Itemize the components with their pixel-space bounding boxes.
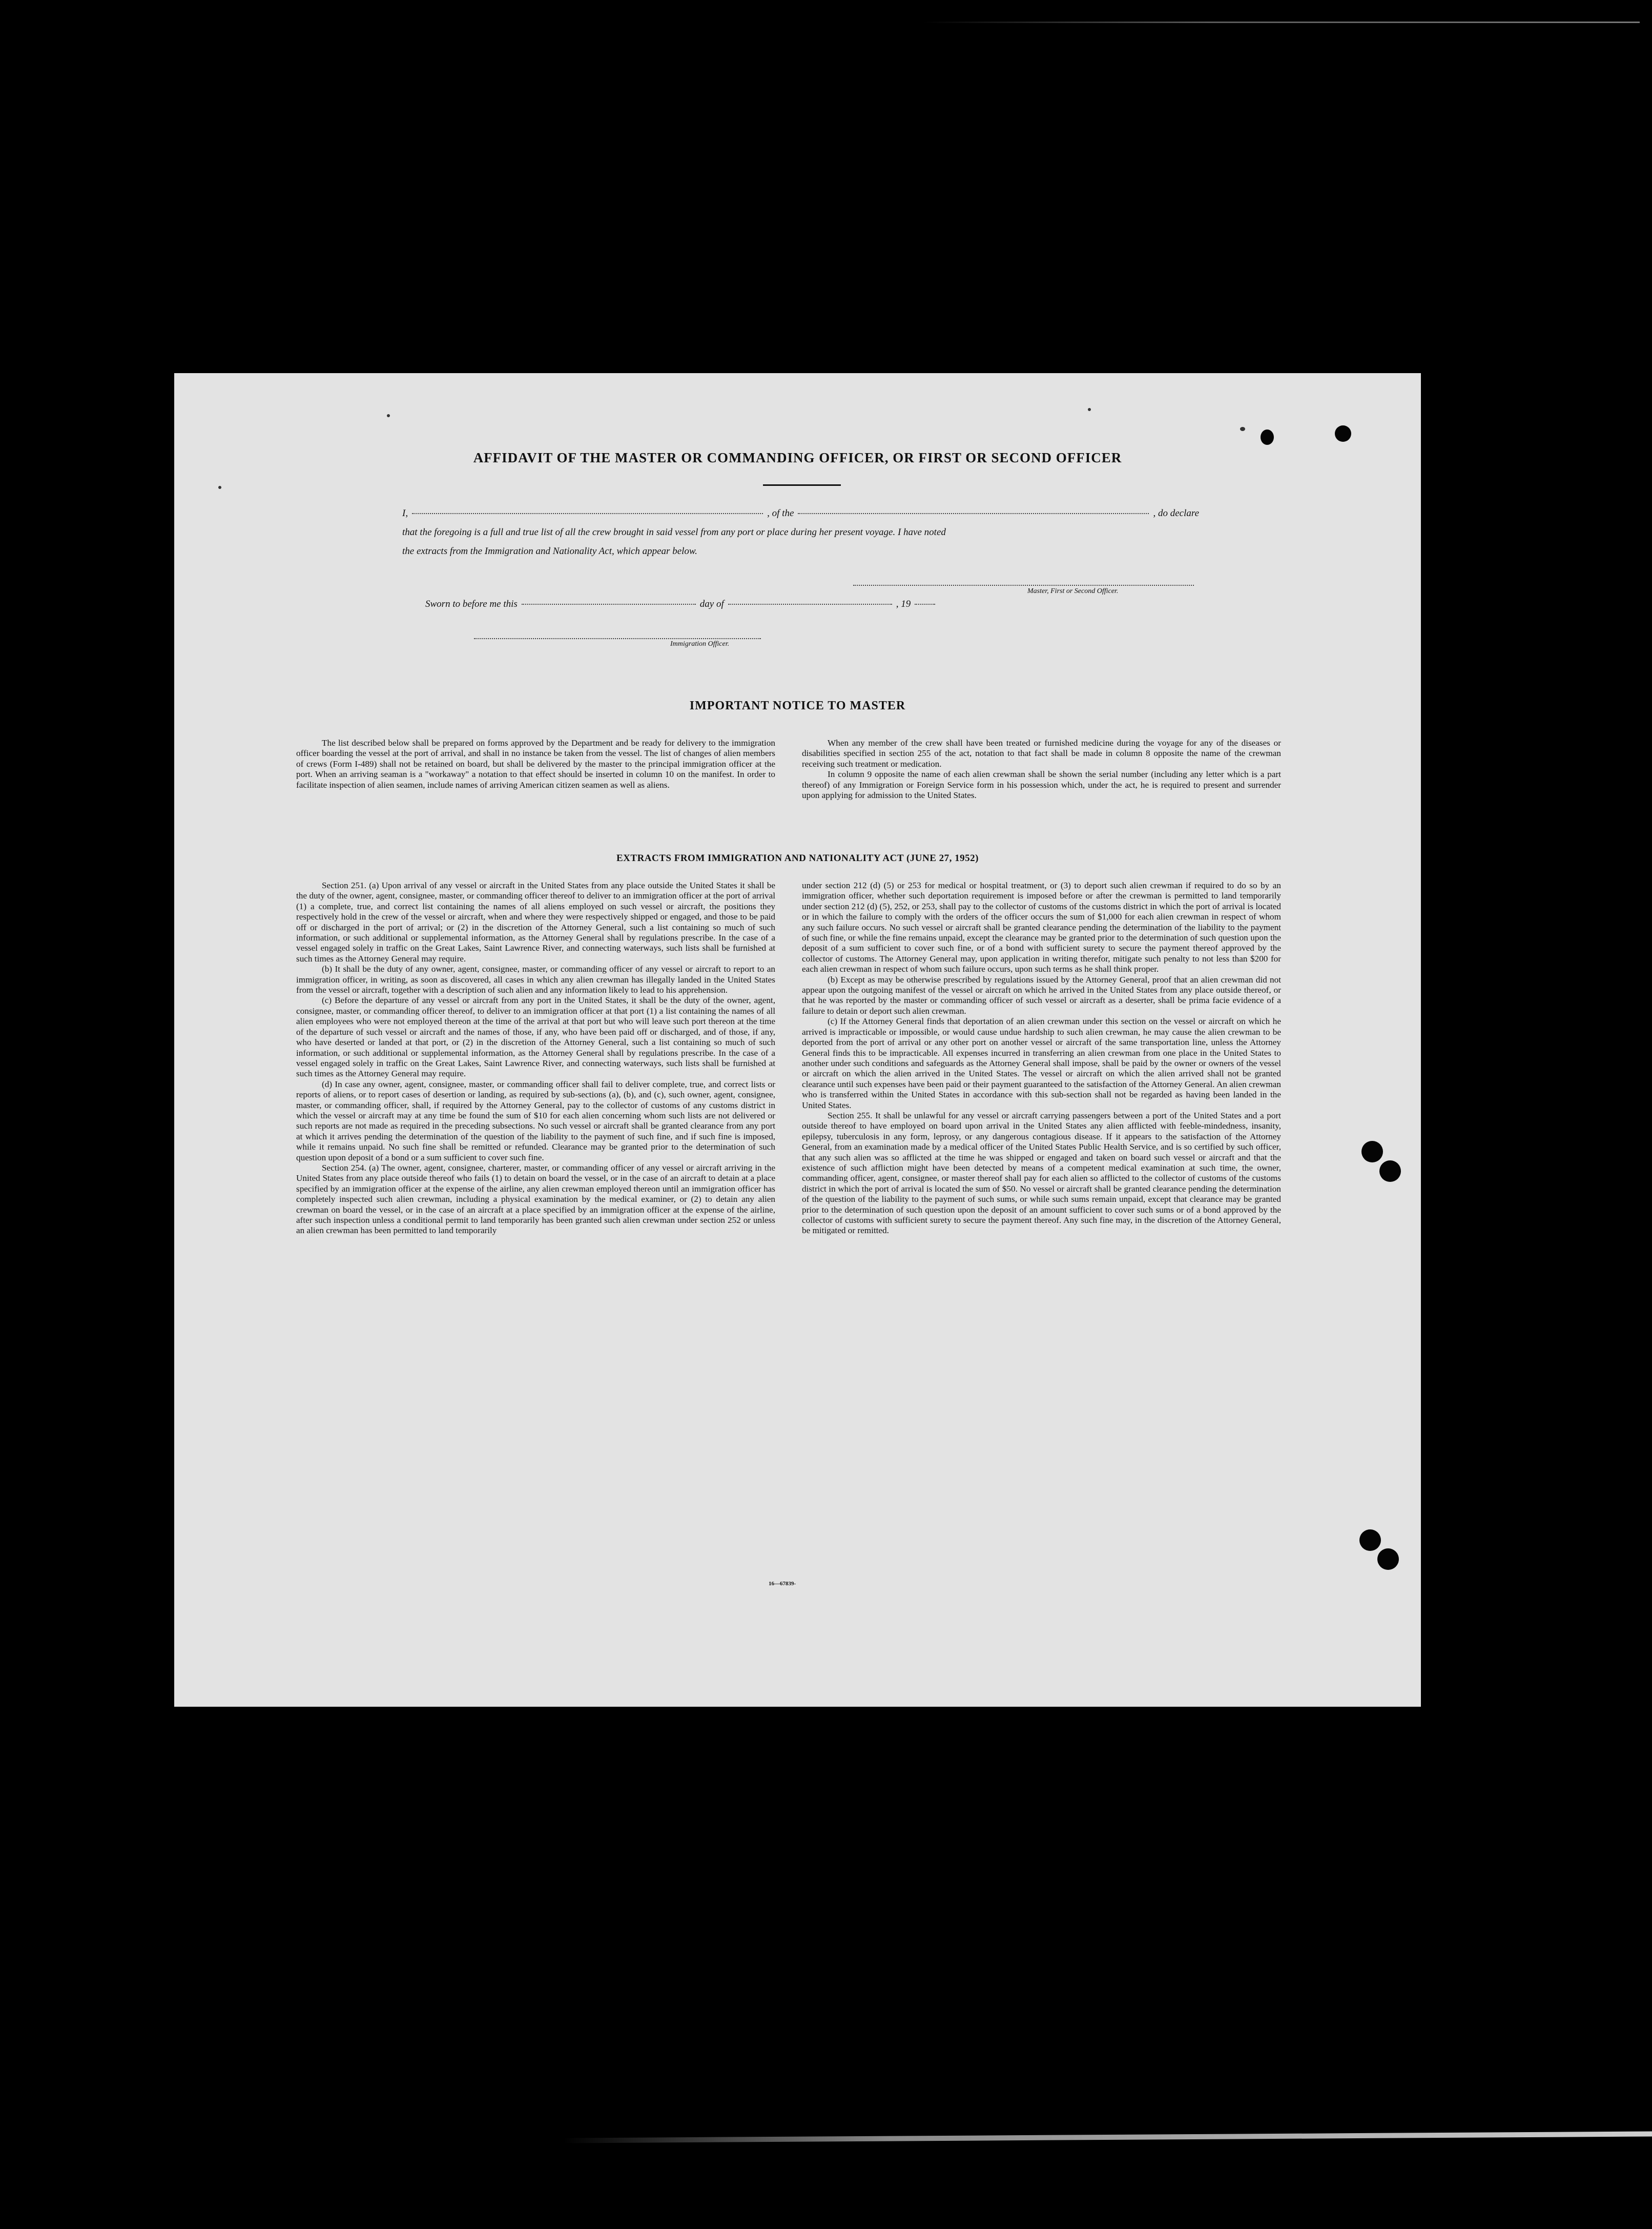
officer-signature-line[interactable] (474, 638, 761, 639)
notice-paragraph: The list described below shall be prepared on forms approved by the Department and be ready for delivery to the immigration officer boarding the vessel at the port of arrival, and shall in no instance be taken from the vessel. The list of changes of alien members of crews (Form I-489) shall not be retained on board, but shall be delivered by the master to the principal immigration officer at the port. When an arriving seaman is a "workaway" a notation to that effect should be inserted in column 10 on the manifest. In order to facilitate inspection of alien seamen, include names of arriving American citizen seamen as well as aliens. (296, 738, 775, 790)
extracts-right-column (802, 881, 1281, 1236)
scan-edge-bottom (564, 2132, 1652, 2143)
notice-heading: IMPORTANT NOTICE TO MASTER (689, 699, 906, 712)
extracts-left-column (296, 881, 775, 1236)
act-paragraph: under section 212 (d) (5) or 253 for medical or hospital treatment, or (3) to deport such alien crewman if required to do so by an immigration officer, whether such deportation requirement is imposed before or after the crewman is permitted to land temporarily under section 212 (d) (5), 252, or 253, shall pay to the collector of customs of the customs district in which the port of arrival is located or in which the failure to comply with the orders of the officer occurs the sum of $1,000 for each alien crewman in respect of whom any such failure occurs. No such vessel or aircraft shall be granted clearance pending the determination of the liability to the payment of such fine, or while the fine remains unpaid, except the clearance may be granted prior to the determination of such question upon the deposit of a sum sufficient to cover such fine, or of a bond with sufficient surety to secure the payment thereof approved by the collector of customs. The Attorney General may, upon application in writing therefor, mitigate such penalty to not less than $200 for each alien crewman in respect of whom such failure occurs, upon such terms as he shall think proper. (802, 881, 1281, 974)
act-paragraph: Section 255. It shall be unlawful for any vessel or aircraft carrying passengers between a port of the United States and a port outside thereof to have employed on board upon arrival in the United States any alien afflicted with feeble-mindedness, insanity, epilepsy, tuberculosis in any form, leprosy, or any dangerous contagious disease. If it appears to the satisfaction of the Attorney General, from an examination made by a medical officer of the United States Public Health Service, and is so certified by such officer, that any such alien was so afflicted at the time he was shipped or engaged and taken on board such vessel or aircraft and that the existence of such affliction might have been detected by means of a competent medical examination at such time, the owner, commanding officer, agent, consignee, or master thereof shall pay for each alien so afflicted to the collector of customs of the customs district in which the port of arrival is located the sum of $50. No vessel or aircraft shall be granted clearance pending the determination of the question of the liability to the payment of such sums, or while such sums remain unpaid, except that clearance may be granted prior to the determination of such question upon the deposit of an amount sufficient to cover such sums or of a bond approved by the collector of customs with sufficient surety to secure the payment thereof. Any such fine may, in the discretion of the Attorney General, be mitigated or remitted. (802, 1110, 1281, 1236)
sworn-year-blank[interactable] (915, 604, 935, 605)
act-paragraph: Section 251. (a) Upon arrival of any vessel or aircraft in the United States from any place outside the United States it shall be the duty of the owner, agent, consignee, master, or commanding officer thereof to deliver to an immigration officer at the port of arrival (1) a complete, true, and correct list containing the names of all aliens employed on such vessel or aircraft, the positions they respectively hold in the crew of the vessel or aircraft, when and where they were respectively shipped or engaged, and those to be paid off or discharged in the port of arrival; or (2) in the discretion of the Attorney General, such a list containing so much of such information, or such additional or supplemental information, as the Attorney General shall by regulations prescribe. In the case of a vessel engaged solely in traffic on the Great Lakes, Saint Lawrence River, and connecting waterways, such lists shall be furnished at such times as the Attorney General may require. (296, 881, 775, 964)
day-of-label: day of (699, 599, 724, 609)
form-code: 16—67839- (769, 1581, 796, 1587)
act-paragraph: Section 254. (a) The owner, agent, consignee, charterer, master, or commanding officer of any vessel or aircraft arriving in the United States from any place outside thereof who fails (1) to detain on board the vessel, or in the case of an aircraft to detain at a place specified by an immigration officer at the expense of the airline, any alien crewman employed thereon until an immigration officer has completely inspected such alien crewman, including a physical examination by the medical examiner, or (2) to detain any alien crewman on board the vessel, or in the case of an aircraft at a place specified by an immigration officer at the expense of the airline, after such inspection unless a conditional permit to land temporarily has been granted such alien crewman under section 252 or unless an alien crewman has been permitted to land temporarily (296, 1162, 775, 1236)
act-paragraph: (b) Except as may be otherwise prescribed by regulations issued by the Attorney General, proof that an alien crewman did not appear upon the outgoing manifest of the vessel or aircraft on which he arrived in the United States from any place outside thereof, or that he was reported by the master or commanding officer of such vessel or aircraft as a deserter, shall be prima facie evidence of a failure to detain or deport such alien crewman. (802, 974, 1281, 1016)
document-page (174, 373, 1421, 1707)
statement-line-2: the extracts from the Immigration and Nationality Act, which appear below. (402, 546, 697, 557)
sworn-label: Sworn to before me this (425, 599, 518, 609)
punch-hole-low-1 (1359, 1529, 1381, 1551)
speck-mark (218, 486, 221, 489)
extracts-heading: EXTRACTS FROM IMMIGRATION AND NATIONALITY ACT (JUNE 27, 1952) (616, 853, 979, 864)
officer-signature-label: Immigration Officer. (670, 640, 730, 648)
declaration-line (402, 504, 1199, 523)
scan-edge-top (922, 22, 1640, 23)
notice-left-column (296, 738, 775, 790)
punch-hole-top-2 (1335, 425, 1351, 442)
sworn-month-blank[interactable] (728, 604, 892, 605)
act-paragraph: (c) Before the departure of any vessel or aircraft from any port in the United States, it shall be the duty of the owner, agent, consignee, master, or commanding officer thereof, to deliver to an immigration officer at that port (1) a list containing the names of all alien employees who were not employed thereon at the time of the arrival at that port but who will leave such port thereon at the time of the departure of such vessel or aircraft and the names of those, if any, who have been paid off or discharged, and of those, if any, who have deserted or landed at that port, or (2) in the discretion of the Attorney General, such a list containing so much of such information, or such additional or supplemental information, as the Attorney General shall by regulations prescribe. In the case of a vessel engaged solely in traffic on the Great Lakes, Saint Lawrence River, and connecting waterways, such lists shall be furnished at such times as the Attorney General may require. (296, 995, 775, 1079)
year-label: , 19 (896, 599, 911, 609)
punch-hole-mid-1 (1361, 1141, 1383, 1162)
punch-hole-mid-2 (1379, 1160, 1401, 1182)
speck-mark (1240, 427, 1245, 431)
name-blank[interactable] (412, 513, 763, 514)
notice-paragraph: In column 9 opposite the name of each alien crewman shall be shown the serial number (including any letter which is a part thereof) of any Immigration or Foreign Service form in his possession which, under the act, he is required to present and surrender upon applying for admission to the United States. (802, 769, 1281, 801)
master-signature-label: Master, First or Second Officer. (1027, 587, 1119, 595)
statement-line-1: that the foregoing is a full and true list of all the crew brought in said vessel from any port or place during her present voyage. I have noted (402, 527, 946, 538)
act-paragraph: (d) In case any owner, agent, consignee, master, or commanding officer shall fail to deliver complete, true, and correct lists or reports of aliens, or to report cases of desertion or landing, as required by sub-sections (a), (b), and (c), such owner, agent, consignee, master, or commanding officer, shall, if required by the Attorney General, pay to the collector of customs of any customs district in which the vessel or aircraft may at any time be found the sum of $10 for each alien concerning whom such lists are not delivered or such reports are not made as required in the preceding subsections. No such vessel or aircraft shall be granted clearance from any port at which it arrives pending the determination of the question of the liability to the payment of such fine, and if such fine is imposed, while it remains unpaid. No such fine shall be remitted or refunded. Clearance may be granted prior to the determination of such question upon deposit of a bond or a sum sufficient to cover such fine. (296, 1079, 775, 1162)
notice-right-column (802, 738, 1281, 801)
master-signature-line[interactable] (853, 585, 1194, 586)
act-paragraph: (b) It shall be the duty of any owner, agent, consignee, master, or commanding officer of any vessel or aircraft to report to an immigration officer, in writing, as soon as discovered, all cases in which any alien crewman has illegally landed in the United States from the vessel or aircraft, together with a description of such alien and any information likely to lead to his apprehension. (296, 964, 775, 995)
speck-mark (387, 414, 390, 417)
sworn-day-blank[interactable] (522, 604, 696, 605)
of-the-label: , of the (767, 508, 794, 519)
notice-paragraph: When any member of the crew shall have been treated or furnished medicine during the voyage for any of the diseases or disabilities specified in section 255 of the act, notation to that fact shall be made in column 8 opposite the name of the crewman receiving such treatment or medication. (802, 738, 1281, 769)
i-label: I, (402, 508, 408, 519)
do-declare-label: , do declare (1153, 508, 1200, 519)
act-paragraph: (c) If the Attorney General finds that deportation of an alien crewman under this section on the vessel or aircraft on which he arrived is impracticable or impossible, or would cause undue hardship to such alien crewman, he may cause the alien crewman to be deported from the port of arrival or any other port on another vessel or aircraft of the same transportation line, unless the Attorney General finds this to be impracticable. All expenses incurred in transferring an alien crewman from one place in the United States to another under such conditions and safeguards as the Attorney General shall impose, shall be paid by the owner or owners of the vessel or aircraft on which the alien arrived in the United States. The vessel or aircraft on which the alien arrived shall not be granted clearance until such expenses have been paid or their payment guaranteed to the satisfaction of the Attorney General. An alien crewman who is transferred within the United States in accordance with this sub-section shall not be regarded as having been landed in the United States. (802, 1016, 1281, 1110)
punch-hole-top-1 (1261, 430, 1274, 445)
affidavit-block (402, 504, 1199, 561)
vessel-blank[interactable] (798, 513, 1149, 514)
punch-hole-low-2 (1377, 1548, 1399, 1570)
speck-mark (1088, 408, 1091, 411)
title-rule (763, 484, 841, 486)
sworn-line (425, 599, 939, 610)
affidavit-title: AFFIDAVIT OF THE MASTER OR COMMANDING OFFICER, OR FIRST OR SECOND OFFICER (473, 450, 1122, 465)
